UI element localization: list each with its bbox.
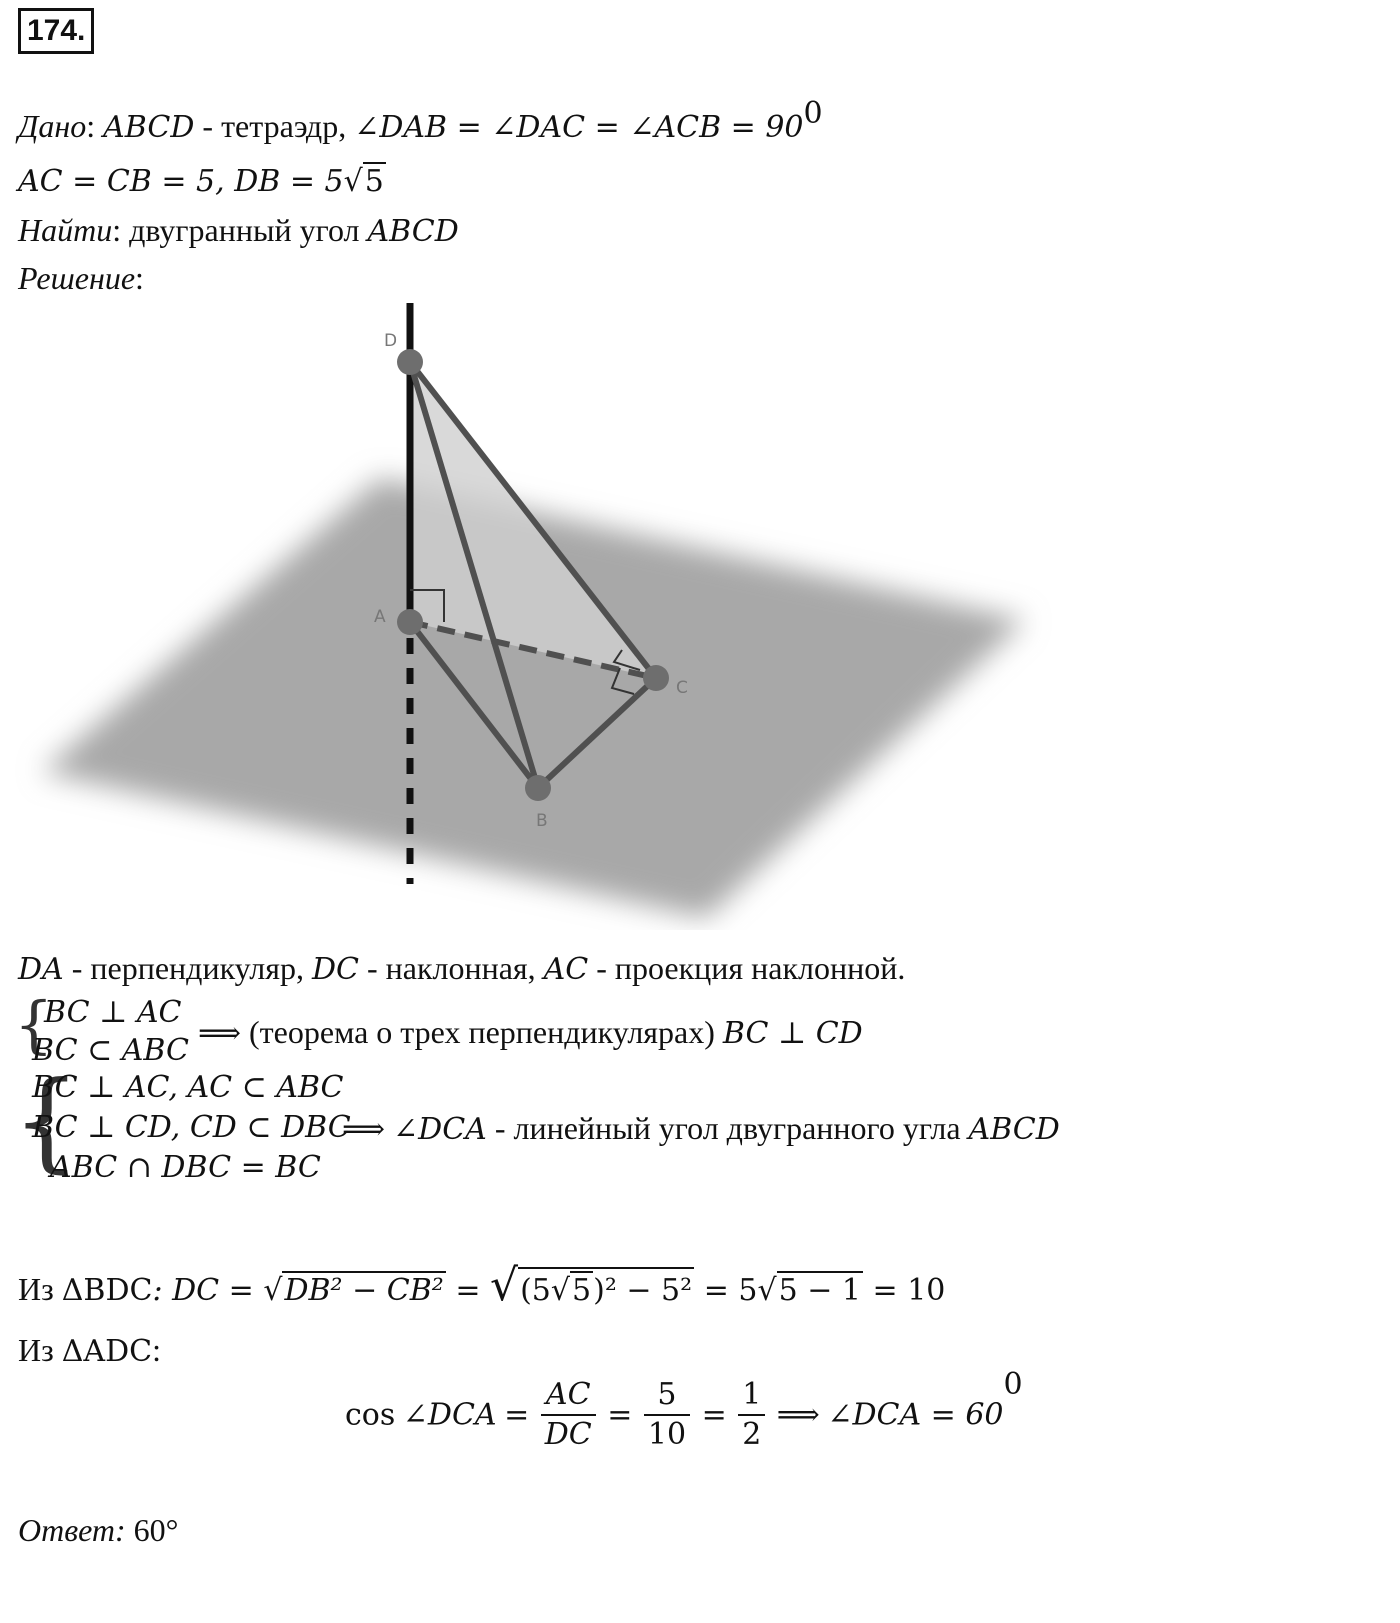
calc-line-2 [18,1330,161,1372]
given-angles: ∠DAB = ∠DAC = ∠ACB = 90 [354,110,804,145]
calc1-lhs: : DC = [152,1273,264,1308]
cos-degree: 0 [1003,1366,1023,1402]
given-radicand: 5 [364,164,384,199]
text1-dc: DC [311,952,359,987]
text1-proj: - проекция наклонной. [588,950,906,986]
calc2-colon: : [152,1332,161,1368]
find-text: : двугранный угол [112,212,368,248]
calc1-radicand1: DB² − CB² [284,1273,444,1308]
label-d: D [384,331,398,351]
brace-2: { [12,1059,81,1184]
system2-object: ABCD [968,1112,1060,1147]
given-line-1: Дано: ABCD - тетраэдр, ∠DAB = ∠DAC = ∠ACB = $90^0$ [18,96,823,145]
system1-row2: BC ⊂ ABC [32,1033,189,1068]
find-line [18,210,459,252]
problem-number: 174. [18,8,94,54]
point-c [643,665,669,691]
given-label: Дано [18,108,87,144]
cos-arrow: ⟹ [776,1397,820,1433]
tetrahedron-figure [0,290,1100,930]
text1-ac: AC [543,952,589,987]
text-line-1 [18,948,905,990]
calc1-radicand2a: (5 [520,1273,551,1308]
system2-conclusion [342,1108,1060,1150]
calc2-triangle: ΔADC [61,1334,153,1369]
system1-conclusion [198,1012,863,1054]
label-c: C [676,678,688,698]
system2-row3: ABC ∩ DBC = BC [50,1150,321,1185]
system2-angle: ∠DCA [393,1112,487,1147]
calc-line-1: Из ΔBDC: DC = √DB² − CB² = √(5√5)² − 5² = 5√5 − 1 = 10 [18,1260,946,1311]
cos-result: ∠DCA = 60 [827,1397,1004,1433]
answer-line [18,1510,178,1550]
text1-incl: - наклонная, [358,950,544,986]
system2-text: - линейный угол двугранного угла [486,1110,969,1146]
calc2-prefix: Из [18,1332,62,1368]
point-b [525,775,551,801]
label-a: A [374,607,386,627]
fraction-1-2: $\frac{1}{2}$ [738,1376,765,1454]
answer-label: Ответ: [18,1512,126,1548]
point-d [397,349,423,375]
cos-function: cos [345,1397,396,1433]
calc1-radicand3: 5 − 1 [778,1273,861,1308]
calc1-radicand2c: )² − 5² [593,1273,693,1308]
system2-arrow: ⟹ [342,1112,386,1147]
system2-row1: BC ⊥ AC, AC ⊂ ABC [32,1070,344,1105]
given-text: - тетраэдр, [194,108,355,144]
calc1-triangle: ΔBDC [61,1273,153,1308]
fraction-ac-dc: $\frac{AC}{DC}$ [541,1376,596,1454]
given-lengths: AC = CB = 5, DB = 5 [18,164,344,199]
fraction-5-10: $\frac{5}{10}$ [644,1376,690,1454]
system1-result: BC ⊥ CD [722,1016,863,1051]
find-label: Найти [18,212,113,248]
system1-arrow: ⟹ [198,1016,242,1051]
text1-da: DA [18,952,64,987]
calc1-radicand2b: 5 [572,1273,592,1308]
given-degree: 0 [803,96,823,131]
calc1-eq1: = [445,1273,491,1308]
given-line-2: AC = CB = 5, DB = 5√5 [18,164,384,199]
solution-label: Решение: [18,260,144,296]
calc1-prefix: Из [18,1271,62,1307]
calc1-eq2: = 5 [694,1273,758,1308]
system2-row2: BC ⊥ CD, CD ⊂ DBC [32,1110,351,1145]
answer-value: 60° [125,1512,179,1548]
label-b: B [536,811,548,831]
calc1-result: = 10 [862,1273,946,1308]
cos-line: cos ∠DCA = $\frac{AC}{DC}$ = $\frac{5}{10}$ = $\frac{1}{2}$ ⟹ ∠DCA = $60^0$ [345,1366,1023,1452]
point-a [397,609,423,635]
find-object: ABCD [367,214,459,249]
cos-angle: ∠DCA [402,1397,497,1433]
given-object: ABCD [103,110,195,145]
text1-perp: - перпендикуляр, [63,950,312,986]
system1-text: (теорема о трех перпендикулярах) [249,1014,723,1050]
brace-1: { [14,988,54,1061]
system1-row1: BC ⊥ AC [44,995,182,1030]
